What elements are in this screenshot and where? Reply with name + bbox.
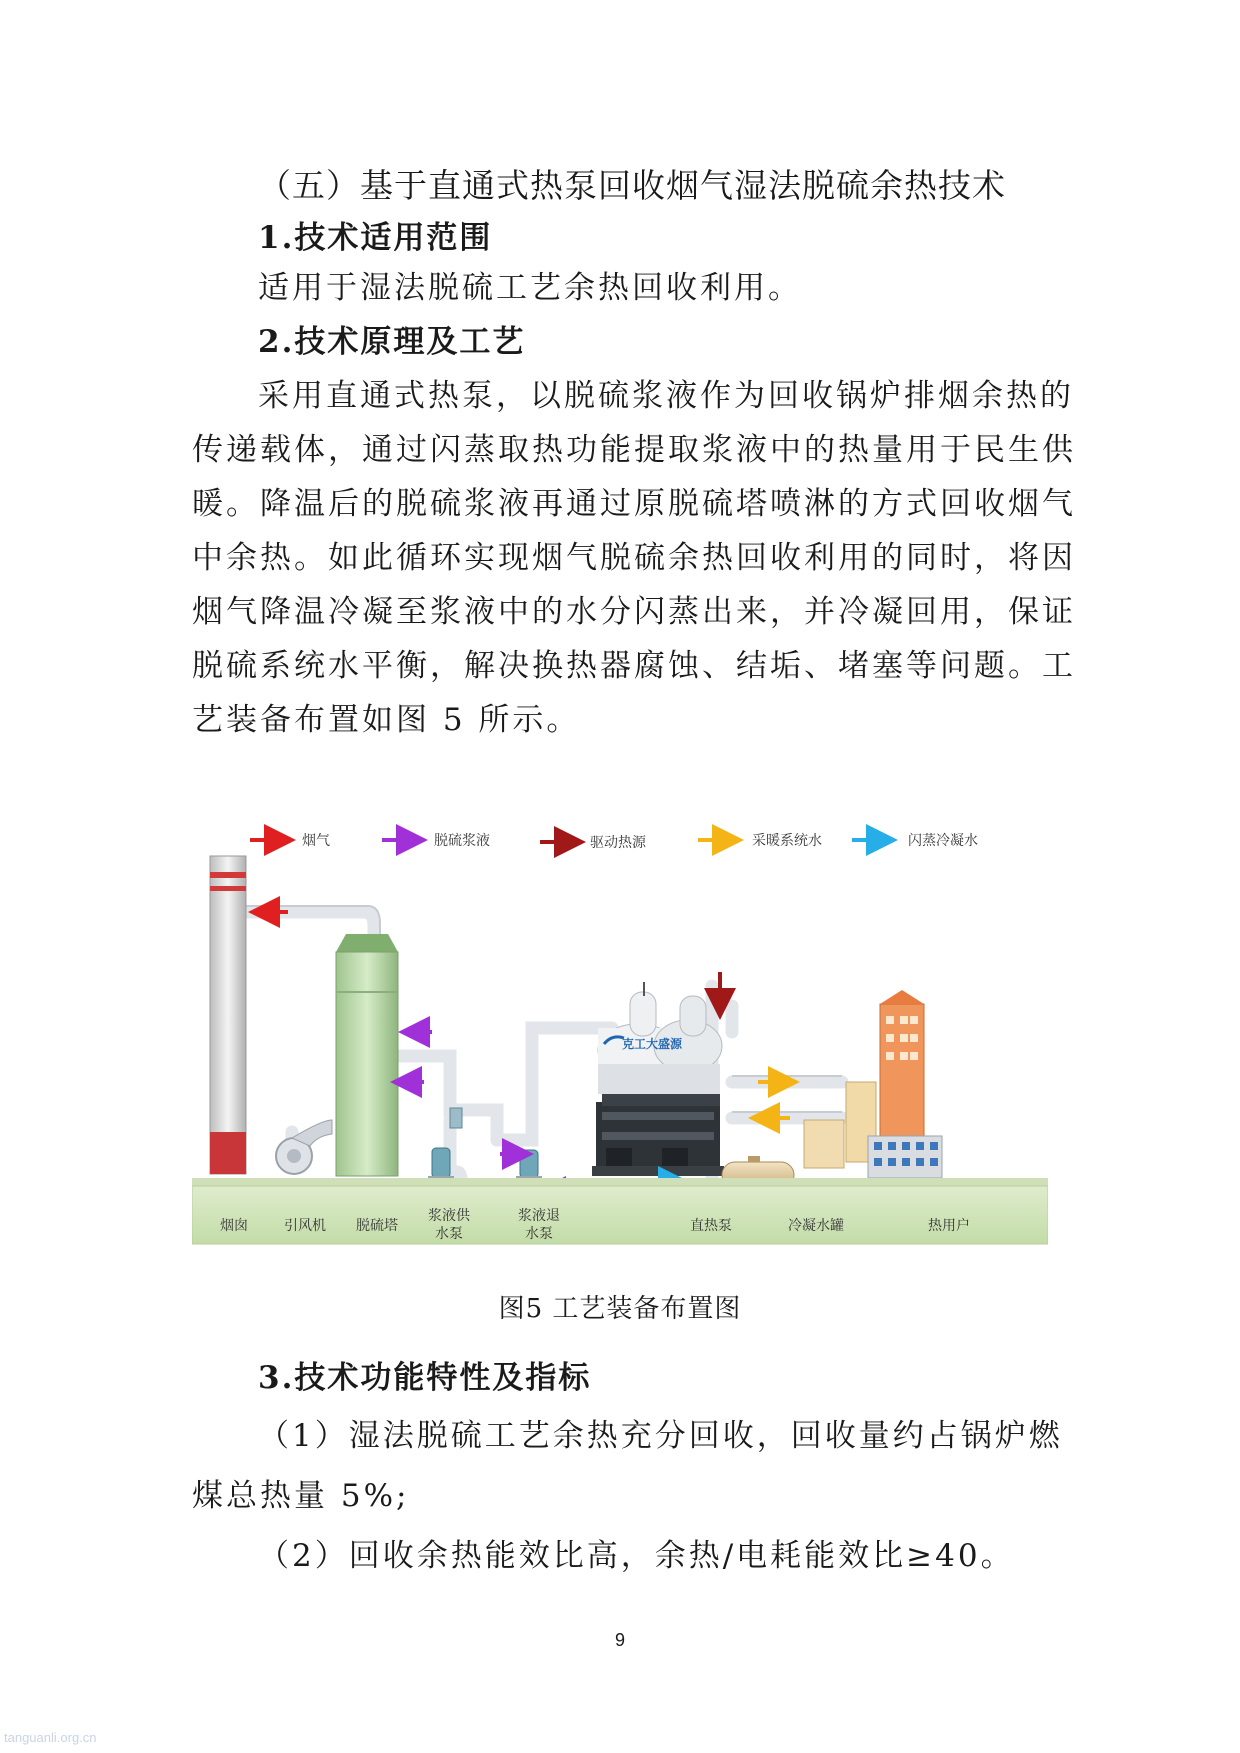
ground-label-strip xyxy=(192,1186,1048,1244)
building xyxy=(804,1120,844,1168)
slurry-supply-pump xyxy=(432,1148,450,1178)
chimney-base-band xyxy=(210,1132,246,1174)
legend-label: 烟气 xyxy=(302,833,330,849)
label-fan: 引风机 xyxy=(284,1218,326,1234)
paragraph-line: 烟气降温冷凝至浆液中的水分闪蒸出来，并冷凝回用，保证 xyxy=(192,594,1076,630)
desulfurization-tower xyxy=(336,952,398,1176)
list-item-1-line2: 煤总热量 5%; xyxy=(192,1478,410,1514)
subsection-2-title: 2.技术原理及工艺 xyxy=(258,324,526,360)
label-return-pump-2: 水泵 xyxy=(525,1226,553,1242)
chimney xyxy=(210,856,246,1174)
label-return-pump-1: 浆液退 xyxy=(518,1208,560,1224)
paragraph-line: 艺装备布置如图 5 所示。 xyxy=(192,702,581,738)
legend-label: 采暖系统水 xyxy=(752,833,822,849)
process-diagram xyxy=(192,820,1048,1272)
list-item-1-line1: （1）湿法脱硫工艺余热充分回收，回收量约占锅炉燃 xyxy=(258,1418,1063,1454)
paragraph-line: 传递载体，通过闪蒸取热功能提取浆液中的热量用于民生供 xyxy=(192,432,1076,468)
legend-label: 驱动热源 xyxy=(590,835,646,851)
section-title: （五）基于直通式热泵回收烟气湿法脱硫余热技术 xyxy=(258,166,1006,205)
paragraph-line: 采用直通式热泵，以脱硫浆液作为回收锅炉排烟余热的 xyxy=(258,378,1074,414)
slurry-return-pump xyxy=(520,1150,538,1178)
paragraph-line: 脱硫系统水平衡，解决换热器腐蚀、结垢、堵塞等问题。工 xyxy=(192,648,1076,684)
label-chimney: 烟囱 xyxy=(220,1218,248,1234)
subsection-3-title: 3.技术功能特性及指标 xyxy=(258,1360,592,1396)
label-heat-pump: 直热泵 xyxy=(690,1218,732,1234)
label-tower: 脱硫塔 xyxy=(356,1218,398,1234)
paragraph-line: 中余热。如此循环实现烟气脱硫余热回收利用的同时，将因 xyxy=(192,540,1076,576)
building-tower xyxy=(880,1004,924,1154)
brand-label: 克工大盛源 xyxy=(622,1037,683,1051)
page-number: 9 xyxy=(614,1630,625,1650)
subsection-1-text: 适用于湿法脱硫工艺余热回收利用。 xyxy=(258,270,802,306)
paragraph-line: 暖。降温后的脱硫浆液再通过原脱硫塔喷淋的方式回收烟气 xyxy=(192,486,1076,522)
legend-label: 闪蒸冷凝水 xyxy=(908,833,978,849)
valve xyxy=(450,1108,462,1128)
watermark: tanguanli.org.cn xyxy=(4,1730,97,1745)
label-heat-user: 热用户 xyxy=(928,1218,970,1234)
process-layout-figure xyxy=(192,820,1048,1272)
legend-label: 脱硫浆液 xyxy=(434,833,490,849)
label-supply-pump-1: 浆液供 xyxy=(428,1208,470,1224)
tower-top xyxy=(336,934,398,952)
label-supply-pump-2: 水泵 xyxy=(435,1226,463,1242)
label-condensate-tank: 冷凝水罐 xyxy=(788,1218,844,1234)
subsection-1-title: 1.技术适用范围 xyxy=(258,220,493,256)
figure-caption: 图5 工艺装备布置图 xyxy=(498,1294,742,1324)
list-item-2: （2）回收余热能效比高，余热/电耗能效比≥40。 xyxy=(258,1538,1015,1574)
